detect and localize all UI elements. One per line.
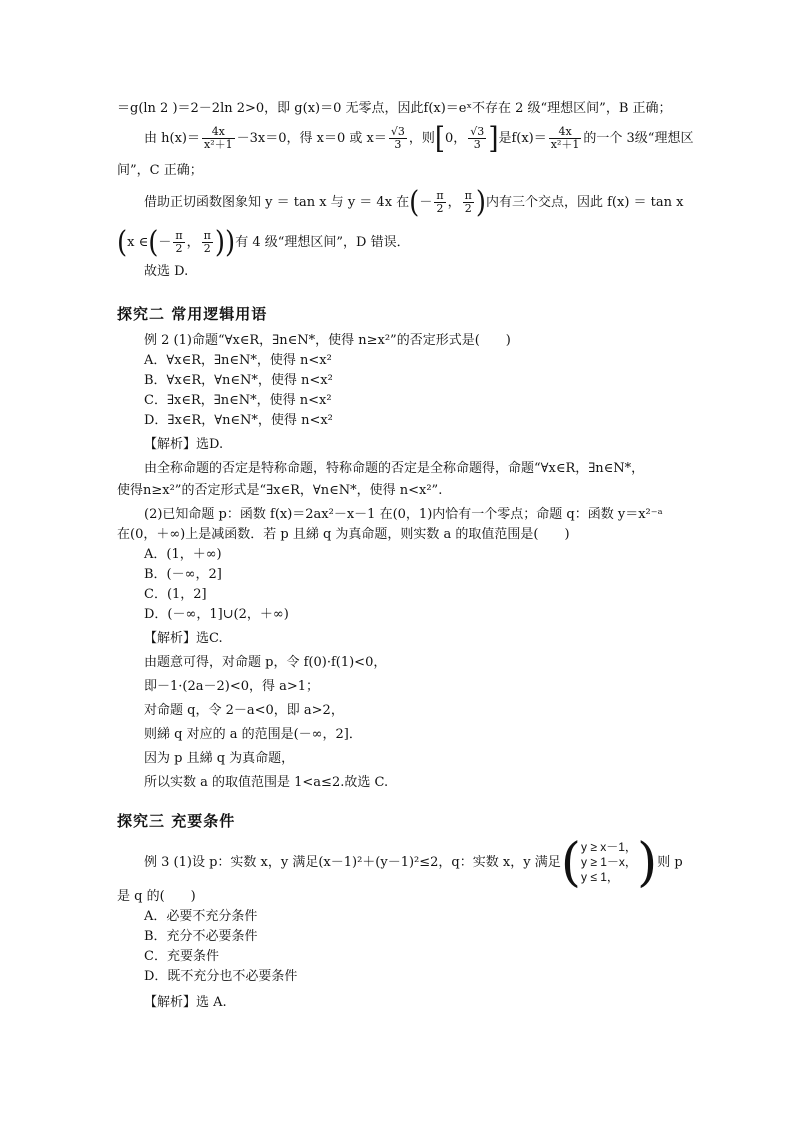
right-bracket: ] bbox=[488, 121, 499, 156]
option-d: D．既不充分也不必要条件 bbox=[144, 969, 298, 984]
fraction bbox=[468, 126, 486, 151]
answer-label: 【解析】选C. bbox=[144, 631, 223, 646]
option-b: B．∀x∈R，∀n∈N*，使得 n<x² bbox=[144, 373, 333, 388]
question-stem: 例 2 (1)命题“∀x∈R，∃n∈N*，使得 n≥x²”的否定形式是( ) bbox=[144, 333, 511, 348]
denominator: x²＋1 bbox=[550, 138, 580, 151]
inequality-row: y ≥ 1－x， bbox=[581, 855, 637, 869]
denominator: 3 bbox=[394, 138, 402, 151]
question-stem: (2)已知命题 p：函数 f(x)＝2ax²－x－1 在(0，1)内恰有一个零点；命题 q：函数 y＝x²⁻ᵃ bbox=[144, 507, 663, 522]
answer-label: 【解析】选 A. bbox=[144, 995, 227, 1010]
fraction bbox=[202, 230, 213, 255]
numerator: π bbox=[203, 229, 211, 242]
option-b: B．充分不必要条件 bbox=[144, 929, 258, 944]
inequality-row: y ≤ 1， bbox=[581, 870, 619, 884]
solution-step: 对命题 q，令 2－a<0，即 a>2， bbox=[144, 703, 344, 718]
question-stem-with-system bbox=[144, 832, 683, 893]
option-c: C．充要条件 bbox=[144, 949, 219, 964]
fraction bbox=[173, 230, 184, 255]
text-span: 借助正切函数图象知 y ＝ tan x 与 y ＝ 4x 在 bbox=[144, 195, 410, 210]
option-a: A．必要不充分条件 bbox=[144, 909, 258, 924]
right-paren: ) bbox=[475, 185, 486, 220]
left-paren: ( bbox=[117, 225, 128, 260]
text-line-with-fractions: 借助正切函数图象知 y ＝ tan x 与 y ＝ 4x 在(－ $\frac{\pi}{2}$ ， $\frac{\pi}{2}$ )内有三个交点，因此 f(x) ＝ tan x bbox=[144, 185, 684, 220]
text-line: 间”，C 正确； bbox=[117, 163, 203, 178]
fraction bbox=[389, 126, 407, 151]
solution-step: 所以实数 a 的取值范围是 1<a≤2.故选 C. bbox=[144, 775, 389, 790]
minus: － bbox=[158, 235, 172, 250]
text-span: 是f(x)＝ bbox=[498, 131, 547, 146]
option-d: D．∃x∈R，∀n∈N*，使得 n<x² bbox=[144, 413, 333, 428]
text-span: －3x＝0，得 x＝0 或 x＝ bbox=[236, 131, 387, 146]
option-a: A．∀x∈R，∃n∈N*，使得 n<x² bbox=[144, 353, 332, 368]
numerator: √3 bbox=[390, 125, 405, 138]
right-brace: ) bbox=[636, 832, 658, 893]
fraction bbox=[434, 190, 445, 215]
text-span: ，则 bbox=[408, 131, 435, 146]
denominator: 2 bbox=[203, 242, 211, 255]
minus: － bbox=[419, 195, 433, 210]
inequality-system bbox=[581, 840, 637, 885]
explanation-line: 由全称命题的否定是特称命题，特称命题的否定是全称命题得，命题“∀x∈R，∃n∈N*， bbox=[144, 461, 645, 476]
left-paren: ( bbox=[409, 185, 420, 220]
explanation-line: 使得n≥x²”的否定形式是“∃x∈R，∀n∈N*，使得 n<x²”. bbox=[117, 483, 443, 498]
numerator: π bbox=[464, 189, 472, 202]
text-span: 内有三个交点，因此 f(x) ＝ tan x bbox=[485, 195, 684, 210]
option-b: B．(－∞，2] bbox=[144, 567, 222, 582]
text-line: 故选 D. bbox=[144, 264, 189, 279]
denominator: 2 bbox=[464, 202, 472, 215]
right-paren: )) bbox=[214, 225, 236, 260]
text-line-with-fractions: (x ∈(－ $\frac{\pi}{2}$ ， $\frac{\pi}{2}$ ))有 4 级“理想区间”，D 错误． bbox=[117, 225, 410, 260]
solution-step: 则綈 q 对应的 a 的范围是(－∞，2]． bbox=[144, 727, 362, 742]
left-bracket: [ bbox=[434, 121, 446, 156]
option-c: C．(1，2] bbox=[144, 587, 207, 602]
option-d: D．(－∞，1]∪(2，＋∞) bbox=[144, 607, 289, 622]
text-span: 0， bbox=[445, 131, 467, 146]
inequality-row: y ≥ x－1， bbox=[581, 840, 637, 854]
text-line: ＝g(ln 2 )＝2－2ln 2>0，即 g(x)＝0 无零点，因此f(x)＝eˣ不存在 2 级“理想区间”，B 正确； bbox=[117, 101, 672, 116]
denominator: 3 bbox=[473, 138, 481, 151]
text-span: 例 3 (1)设 p：实数 x，y 满足(x－1)²＋(y－1)²≤2，q：实数 x，y 满足 bbox=[144, 855, 561, 870]
text-span: 的一个 3级“理想区 bbox=[583, 131, 694, 146]
fraction bbox=[463, 190, 474, 215]
numerator: 4x bbox=[202, 126, 235, 139]
fraction bbox=[549, 126, 582, 151]
denominator: 2 bbox=[436, 202, 444, 215]
solution-step: 因为 p 且綈 q 为真命题， bbox=[144, 751, 295, 766]
numerator: √3 bbox=[470, 125, 485, 138]
option-a: A．(1，＋∞) bbox=[144, 547, 222, 562]
left-brace: ( bbox=[560, 832, 581, 893]
text-span: 由 h(x)＝ bbox=[144, 131, 200, 146]
numerator: π bbox=[175, 229, 183, 242]
fraction bbox=[202, 126, 235, 151]
denominator: 2 bbox=[175, 242, 183, 255]
answer-label: 【解析】选D. bbox=[144, 437, 224, 452]
solution-step: 即－1·(2a－2)<0，得 a>1； bbox=[144, 679, 320, 694]
option-c: C．∃x∈R，∃n∈N*，使得 n<x² bbox=[144, 393, 332, 408]
question-stem: 是 q 的( ) bbox=[117, 889, 196, 904]
text-span: x ∈ bbox=[127, 235, 149, 250]
numerator: 4x bbox=[549, 126, 582, 139]
left-paren: ( bbox=[148, 225, 159, 260]
question-stem: 在(0，＋∞)上是减函数．若 p 且綈 q 为真命题，则实数 a 的取值范围是( ) bbox=[117, 527, 570, 542]
text-span: 则 p bbox=[657, 855, 683, 870]
solution-step: 由题意可得，对命题 p，令 f(0)·f(1)<0， bbox=[144, 655, 387, 670]
section-heading: 探究二 常用逻辑用语 bbox=[117, 305, 268, 323]
section-heading: 探究三 充要条件 bbox=[117, 812, 236, 830]
denominator: x²＋1 bbox=[203, 138, 233, 151]
numerator: π bbox=[436, 189, 444, 202]
text-span: 有 4 级“理想区间”，D 错误． bbox=[235, 235, 410, 250]
text-line-with-fractions bbox=[144, 121, 694, 156]
